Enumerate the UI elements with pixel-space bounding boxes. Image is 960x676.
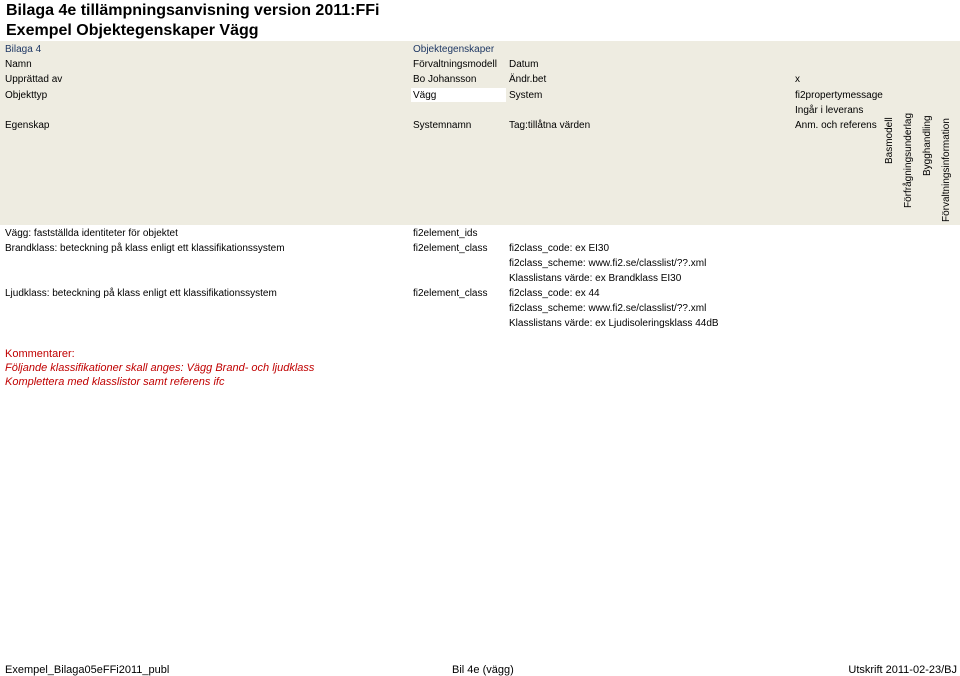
- page-subtitle: Exempel Objektegenskaper Vägg: [6, 22, 259, 39]
- row-brandklass-scheme: fi2class_scheme: www.fi2.se/classlist/??.xml: [509, 258, 707, 269]
- bilaga-label: Bilaga 4: [5, 44, 42, 55]
- column-forvaltningsinformation: Förvaltningsinformation: [941, 118, 952, 222]
- page-title: Bilaga 4e tillämpningsanvisning version 2011:FFi: [6, 2, 380, 19]
- row-ljudklass-label: Ljudklass: beteckning på klass enligt ett klassifikationssystem: [5, 288, 277, 299]
- row-brandklass-systemnamn: fi2element_class: [413, 243, 488, 254]
- row-ljudklass-scheme: fi2class_scheme: www.fi2.se/classlist/??.xml: [509, 303, 707, 314]
- column-forfragningsunderlag: Förfrågningsunderlag: [903, 112, 914, 208]
- header-band-3: [0, 72, 960, 87]
- column-systemnamn: Systemnamn: [413, 120, 472, 131]
- row-ljudklass-systemnamn: fi2element_class: [413, 288, 488, 299]
- datum-label: Datum: [509, 59, 539, 70]
- column-basmodell: Basmodell: [884, 117, 895, 164]
- comments-heading: Kommentarer:: [5, 348, 75, 360]
- footer-sheet: Bil 4e (vägg): [452, 664, 514, 676]
- objekttyp-value: Vägg: [413, 90, 437, 101]
- namn-label: Namn: [5, 59, 32, 70]
- row-vagg-systemnamn: fi2element_ids: [413, 228, 478, 239]
- row-ljudklass-code: fi2class_code: ex 44: [509, 288, 600, 299]
- andr-label: Ändr.bet: [509, 74, 547, 85]
- column-bygghandling: Bygghandling: [922, 115, 933, 176]
- footer-print-date: Utskrift 2011-02-23/BJ: [848, 664, 957, 676]
- row-brandklass-code: fi2class_code: ex EI30: [509, 243, 610, 254]
- footer-filename: Exempel_Bilaga05eFFi2011_publ: [5, 664, 170, 676]
- column-anm: Anm. och referens: [795, 120, 877, 131]
- row-brandklass-label: Brandklass: beteckning på klass enligt ett klassifikationssystem: [5, 243, 285, 254]
- row-brandklass-value: Klasslistans värde: ex Brandklass EI30: [509, 273, 682, 284]
- column-tag: Tag:tillåtna värden: [509, 120, 591, 131]
- upprattad-label: Upprättad av: [5, 74, 63, 85]
- row-vagg-label: Vägg: fastställda identiteter för objektet: [5, 228, 178, 239]
- system-value: fi2propertymessage: [795, 90, 883, 101]
- upprattad-value: Bo Johansson: [413, 74, 477, 85]
- objektegenskaper-label: Objektegenskaper: [413, 44, 495, 55]
- objekttyp-label: Objekttyp: [5, 90, 48, 101]
- column-egenskap: Egenskap: [5, 120, 50, 131]
- ingar-label: Ingår i leverans: [795, 105, 864, 116]
- row-ljudklass-value: Klasslistans värde: ex Ljudisoleringsklass 44dB: [509, 318, 719, 329]
- comments-line-1: Följande klassifikationer skall anges: Vägg Brand- och ljudklass: [5, 362, 315, 374]
- comments-line-2: Komplettera med klasslistor samt referens ifc: [5, 376, 225, 388]
- forvaltningsmodell-value: Förvaltningsmodell: [413, 59, 497, 70]
- system-label: System: [509, 90, 543, 101]
- andr-value: x: [795, 74, 800, 85]
